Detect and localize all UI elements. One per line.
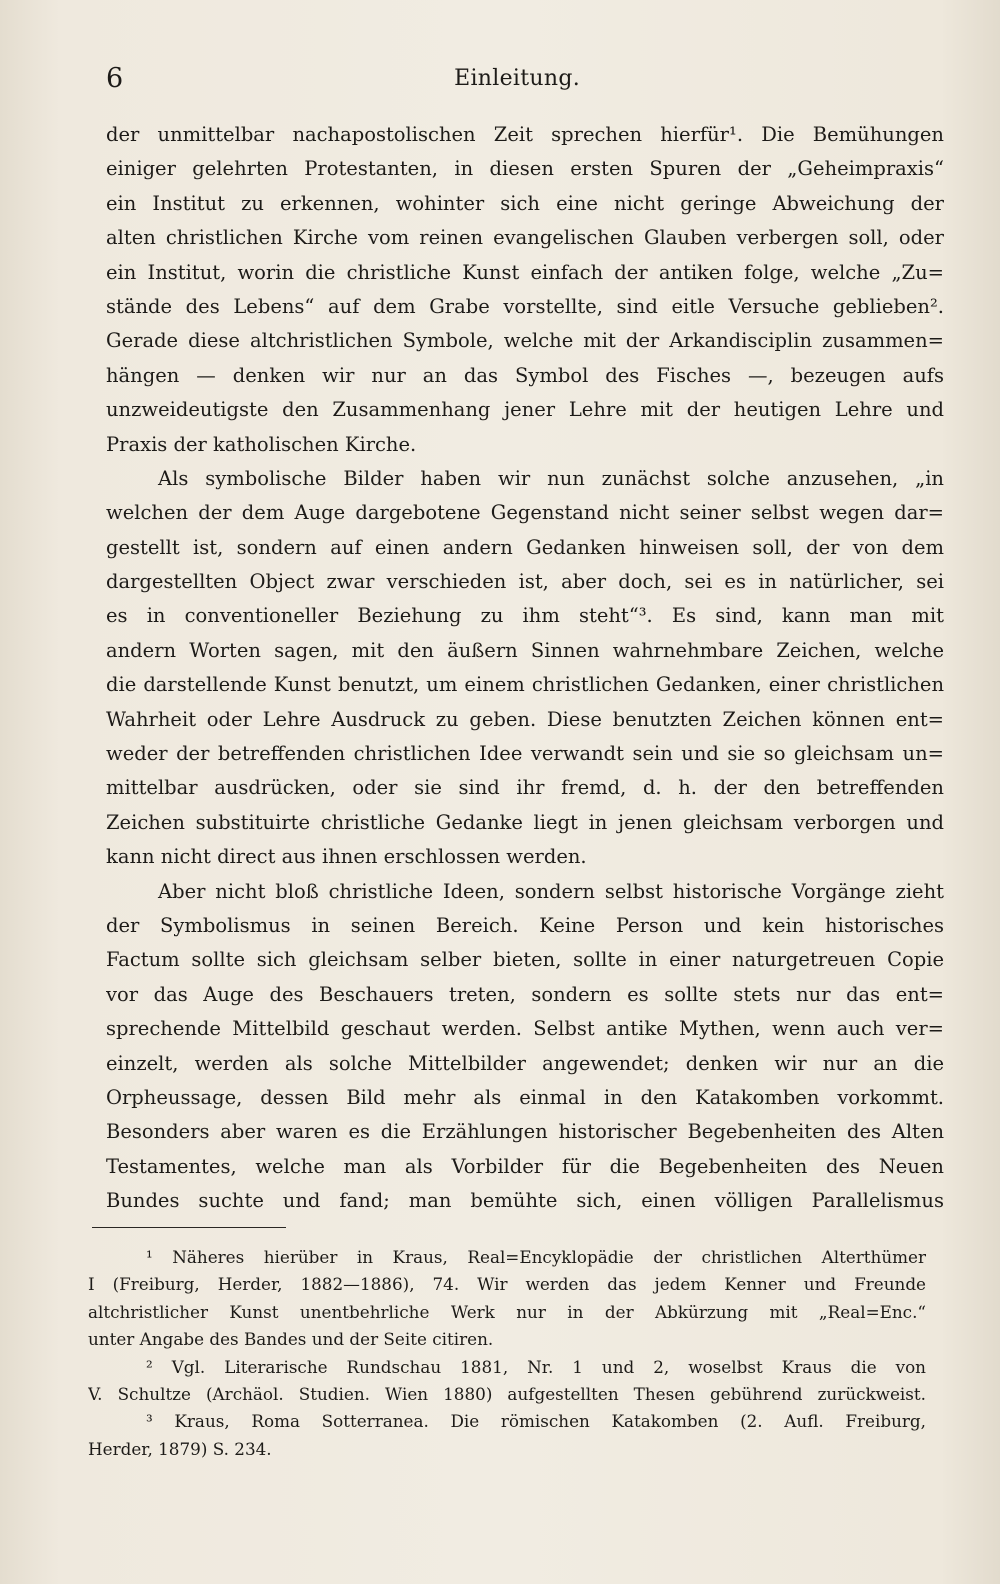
page-header — [106, 62, 580, 96]
text-line: Wahrheit oder Lehre Ausdruck zu geben. Diese benutzten Zeichen können ent= — [106, 707, 944, 731]
text-line: Zeichen substituirte christliche Gedanke liegt in jenen gleichsam verborgen und — [106, 810, 944, 834]
footnotes — [88, 1244, 926, 1463]
text-line: unzweideutigste den Zusammenhang jener Lehre mit der heutigen Lehre und — [106, 398, 944, 422]
footnote-line: unter Angabe des Bandes und der Seite citiren. — [88, 1329, 494, 1350]
text-line: der unmittelbar nachapostolischen Zeit sprechen hierfür¹. Die Bemühungen — [106, 123, 944, 146]
text-line: es in conventioneller Beziehung zu ihm steht“³. Es sind, kann man mit — [106, 604, 944, 628]
text-line: Orpheussage, dessen Bild mehr als einmal in den Katakomben vorkommt. — [106, 1085, 944, 1109]
footnote-line: V. Schultze (Archäol. Studien. Wien 1880) aufgestellten Thesen gebührend zurückweist. — [88, 1383, 926, 1404]
footnote-2 — [88, 1354, 926, 1409]
footnote-line: ¹ Näheres hierüber in Kraus, Real=Encyklopädie der christlichen Alterthümer — [146, 1247, 926, 1267]
footnote-3 — [88, 1408, 926, 1463]
footnote-line: altchristlicher Kunst unentbehrliche Werk nur in der Abkürzung mit „Real=Enc.“ — [88, 1301, 926, 1322]
text-line: die darstellende Kunst benutzt, um einem christlichen Gedanken, einer christlichen — [106, 673, 944, 697]
running-head: Einleitung. — [454, 66, 580, 91]
text-line: weder der betreffenden christlichen Idee verwandt sein und sie so gleichsam un= — [106, 742, 944, 766]
text-line: Als symbolische Bilder haben wir nun zunächst solche anzusehen, „in — [158, 466, 944, 490]
paragraph-2 — [106, 462, 944, 875]
text-line: Gerade diese altchristlichen Symbole, welche mit der Arkandisciplin zusammen= — [106, 329, 944, 353]
text-line: ein Institut, worin die christliche Kunst einfach der antiken folge, welche „Zu= — [106, 260, 944, 284]
text-line: andern Worten sagen, mit den äußern Sinnen wahrnehmbare Zeichen, welche — [106, 638, 944, 662]
text-line: vor das Auge des Beschauers treten, sondern es sollte stets nur das ent= — [106, 982, 944, 1006]
text-line: Bundes suchte und fand; man bemühte sich, einen völligen Parallelismus — [106, 1189, 944, 1213]
text-line: ein Institut zu erkennen, wohinter sich eine nicht geringe Abweichung der — [106, 191, 944, 215]
paragraph-3 — [106, 875, 944, 1219]
text-line: dargestellten Object zwar verschieden ist, aber doch, sei es in natürlicher, sei — [106, 570, 944, 594]
text-line: sprechende Mittelbild geschaut werden. Selbst antike Mythen, wenn auch ver= — [106, 1017, 944, 1041]
text-line: alten christlichen Kirche vom reinen evangelischen Glauben verbergen soll, oder — [106, 226, 944, 250]
paragraph-1 — [106, 118, 944, 462]
text-line: mittelbar ausdrücken, oder sie sind ihr fremd, d. h. der den betreffenden — [106, 776, 944, 800]
text-line: hängen — denken wir nur an das Symbol des Fisches —, bezeugen aufs — [106, 363, 944, 387]
text-line: Besonders aber waren es die Erzählungen historischer Begebenheiten des Alten — [106, 1120, 944, 1144]
text-line: welchen der dem Auge dargebotene Gegenstand nicht seiner selbst wegen dar= — [106, 501, 944, 525]
text-line: kann nicht direct aus ihnen erschlossen werden. — [106, 845, 587, 869]
footnote-line: ² Vgl. Literarische Rundschau 1881, Nr. 1 und 2, woselbst Kraus die von — [146, 1356, 926, 1377]
footnote-line: Herder, 1879) S. 234. — [88, 1438, 272, 1459]
text-line: einiger gelehrten Protestanten, in diesen ersten Spuren der „Geheimpraxis“ — [106, 157, 944, 181]
page-number: 6 — [106, 63, 124, 94]
text-line: einzelt, werden als solche Mittelbilder angewendet; denken wir nur an die — [106, 1051, 944, 1075]
text-line: Factum sollte sich gleichsam selber bieten, sollte in einer naturgetreuen Copie — [106, 948, 944, 972]
footnote-line: ³ Kraus, Roma Sotterranea. Die römischen Katakomben (2. Aufl. Freiburg, — [146, 1411, 926, 1432]
text-line: stände des Lebens“ auf dem Grabe vorstellte, sind eitle Versuche geblieben². — [106, 294, 944, 318]
text-line: Testamentes, welche man als Vorbilder für die Begebenheiten des Neuen — [106, 1154, 944, 1178]
text-line: gestellt ist, sondern auf einen andern Gedanken hinweisen soll, der von dem — [106, 535, 944, 559]
main-text — [106, 118, 944, 1219]
footnote-divider — [92, 1227, 286, 1228]
text-line: Aber nicht bloß christliche Ideen, sondern selbst historische Vorgänge zieht — [158, 879, 944, 903]
footnote-1 — [88, 1244, 926, 1354]
text-line: Praxis der katholischen Kirche. — [106, 432, 417, 456]
footnote-line: I (Freiburg, Herder, 1882—1886), 74. Wir werden das jedem Kenner und Freunde — [88, 1274, 926, 1295]
text-line: der Symbolismus in seinen Bereich. Keine Person und kein historisches — [106, 913, 944, 937]
